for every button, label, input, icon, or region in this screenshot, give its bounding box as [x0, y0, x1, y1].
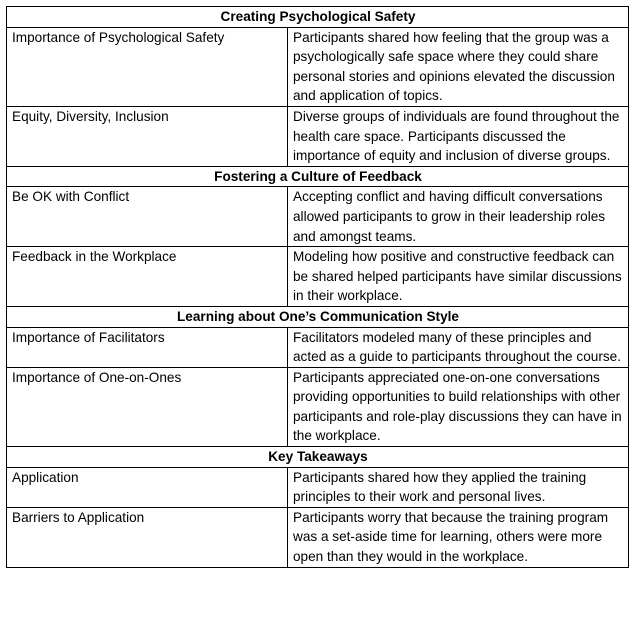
theme-cell: Feedback in the Workplace	[7, 247, 288, 307]
themes-table	[6, 6, 629, 568]
description-cell: Participants appreciated one-on-one conversations providing opportunities to build relationships with other participants and role-play discussions they can have in the workplace.	[288, 367, 629, 446]
theme-cell: Be OK with Conflict	[7, 187, 288, 247]
table-row	[7, 187, 629, 247]
theme-cell: Application	[7, 467, 288, 507]
description-cell: Diverse groups of individuals are found throughout the health care space. Participants discussed the importance of equity and inclusion of diverse groups.	[288, 106, 629, 166]
table-row	[7, 507, 629, 567]
theme-cell: Barriers to Application	[7, 507, 288, 567]
theme-cell: Importance of One-on-Ones	[7, 367, 288, 446]
table-row	[7, 247, 629, 307]
description-cell: Accepting conflict and having difficult conversations allowed participants to grow in their leadership roles and amongst teams.	[288, 187, 629, 247]
description-cell: Facilitators modeled many of these principles and acted as a guide to participants throughout the course.	[288, 327, 629, 367]
section-header-row	[7, 447, 629, 468]
theme-cell: Importance of Psychological Safety	[7, 27, 288, 106]
table-row	[7, 27, 629, 106]
table-row	[7, 467, 629, 507]
table-row	[7, 367, 629, 446]
table-row	[7, 327, 629, 367]
section-header-row	[7, 166, 629, 187]
theme-cell: Equity, Diversity, Inclusion	[7, 106, 288, 166]
section-header-row	[7, 306, 629, 327]
description-cell: Participants worry that because the training program was a set-aside time for learning, others were more open than they would in the workplace.	[288, 507, 629, 567]
section-title: Learning about One’s Communication Style	[7, 306, 629, 327]
description-cell: Participants shared how feeling that the group was a psychologically safe space where they could share personal stories and opinions elevated the discussion and application of topics.	[288, 27, 629, 106]
description-cell: Participants shared how they applied the training principles to their work and personal lives.	[288, 467, 629, 507]
section-title: Key Takeaways	[7, 447, 629, 468]
theme-cell: Importance of Facilitators	[7, 327, 288, 367]
section-title: Creating Psychological Safety	[7, 7, 629, 28]
section-header-row	[7, 7, 629, 28]
table-row	[7, 106, 629, 166]
section-title: Fostering a Culture of Feedback	[7, 166, 629, 187]
description-cell: Modeling how positive and constructive feedback can be shared helped participants have similar discussions in their workplace.	[288, 247, 629, 307]
